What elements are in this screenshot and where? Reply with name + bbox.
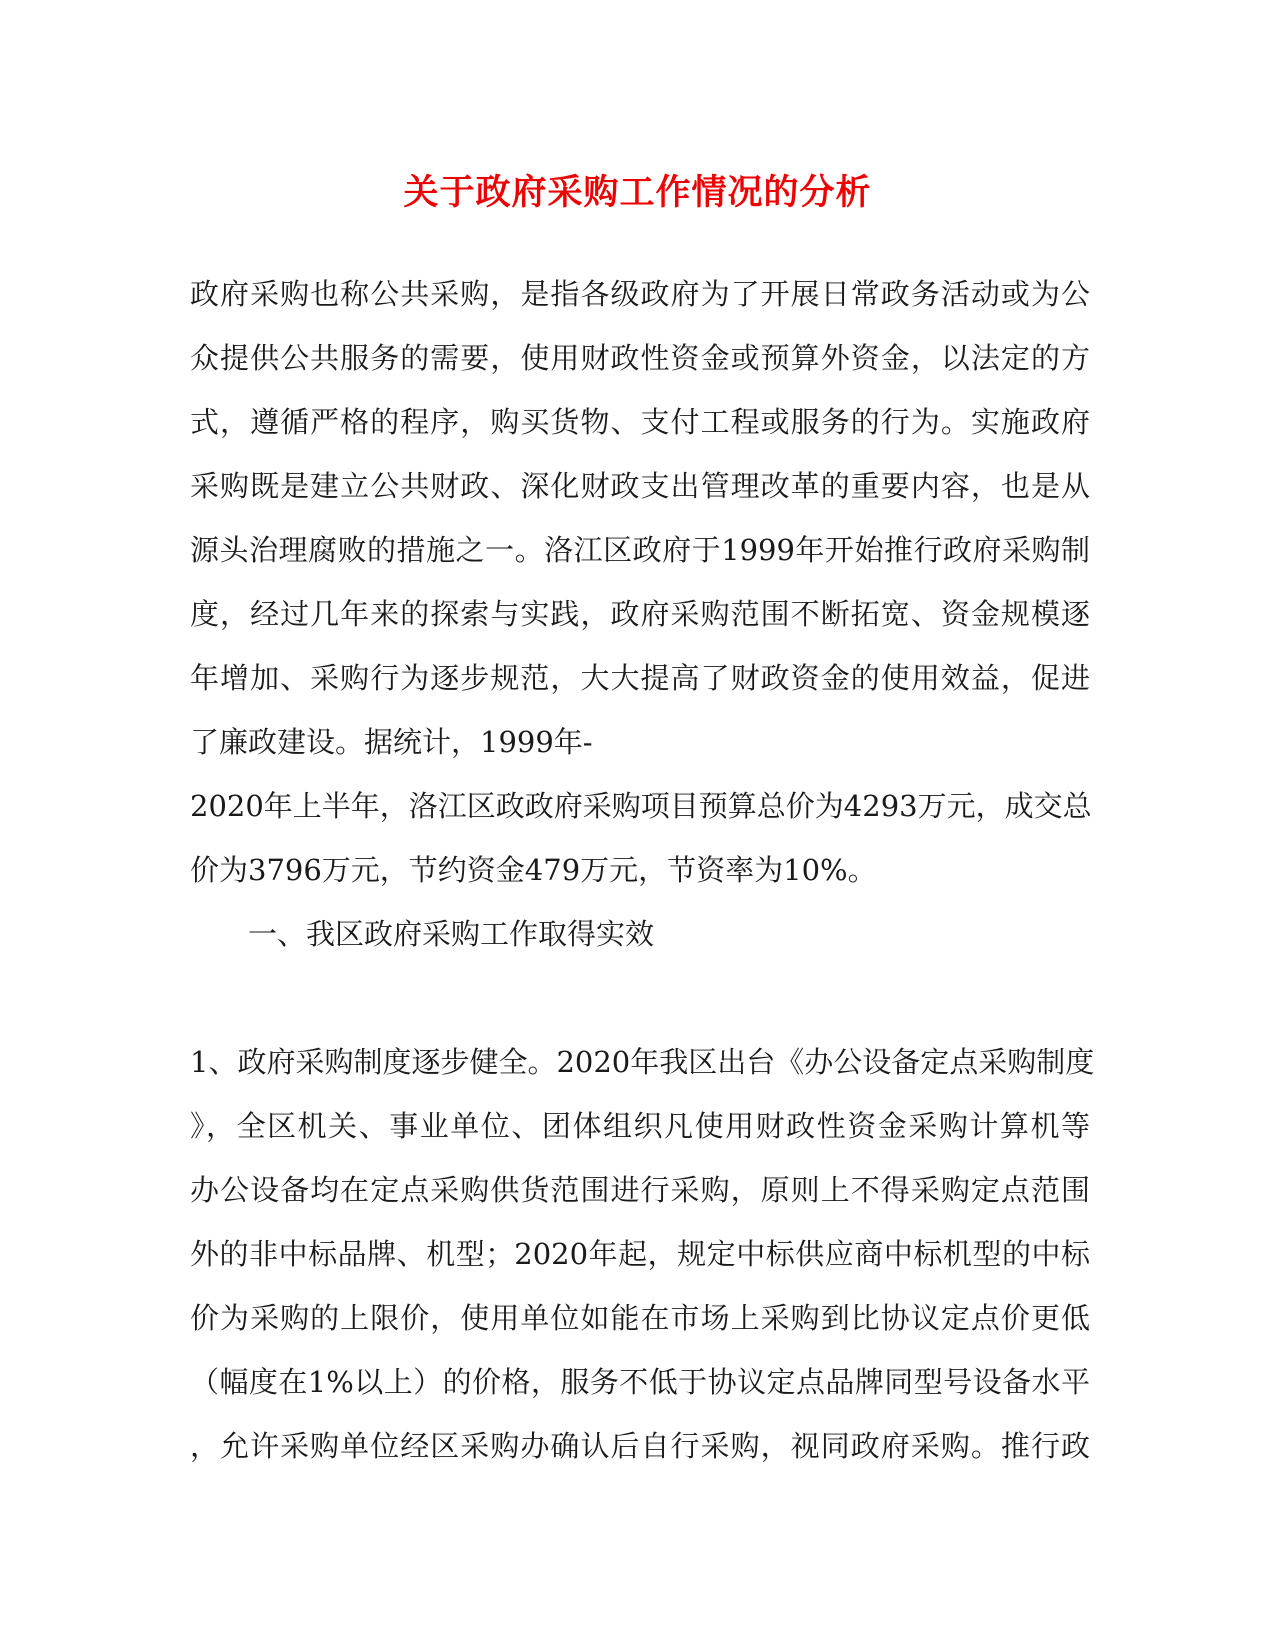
document-title: 关于政府采购工作情况的分析 [403, 172, 872, 213]
text-line: 式，遵循严格的程序，购买货物、支付工程或服务的行为。实施政府 [190, 405, 1090, 439]
text-line: 度，经过几年来的探索与实践，政府采购范围不断拓宽、资金规模逐 [190, 597, 1090, 631]
text-line: 年增加、采购行为逐步规范，大大提高了财政资金的使用效益，促进 [190, 661, 1090, 695]
section-heading-block [190, 902, 1090, 966]
text-line: 1、政府采购制度逐步健全。2020年我区出台《办公设备定点采购制度 [190, 1045, 1095, 1079]
item-1-paragraph [190, 1030, 1095, 1478]
text-line: 价为采购的上限价，使用单位如能在市场上采购到比协议定点价更低 [190, 1301, 1090, 1335]
text-line: 政府采购也称公共采购，是指各级政府为了开展日常政务活动或为公 [190, 277, 1090, 311]
text-line: 了廉政建设。据统计，1999年- [190, 725, 593, 759]
text-line: （幅度在1%以上）的价格，服务不低于协议定点品牌同型号设备水平 [190, 1365, 1090, 1399]
text-line: 众提供公共服务的需要，使用财政性资金或预算外资金，以法定的方 [190, 341, 1090, 375]
intro-paragraph [190, 262, 1090, 902]
section-heading: 一、我区政府采购工作取得实效 [248, 917, 655, 951]
text-line: 源头治理腐败的措施之一。洛江区政府于1999年开始推行政府采购制 [190, 533, 1090, 567]
text-line: 办公设备均在定点采购供货范围进行采购，原则上不得采购定点范围 [190, 1173, 1090, 1207]
text-line: 价为3796万元，节约资金479万元，节资率为10%。 [190, 853, 877, 887]
text-line: 2020年上半年，洛江区政政府采购项目预算总价为4293万元，成交总 [190, 789, 1092, 823]
text-line: ，允许采购单位经区采购办确认后自行采购，视同政府采购。推行政 [190, 1429, 1090, 1463]
text-line: 》，全区机关、事业单位、团体组织凡使用财政性资金采购计算机等 [190, 1109, 1090, 1143]
text-line: 外的非中标品牌、机型；2020年起，规定中标供应商中标机型的中标 [190, 1237, 1090, 1271]
text-line: 采购既是建立公共财政、深化财政支出管理改革的重要内容，也是从 [190, 469, 1090, 503]
